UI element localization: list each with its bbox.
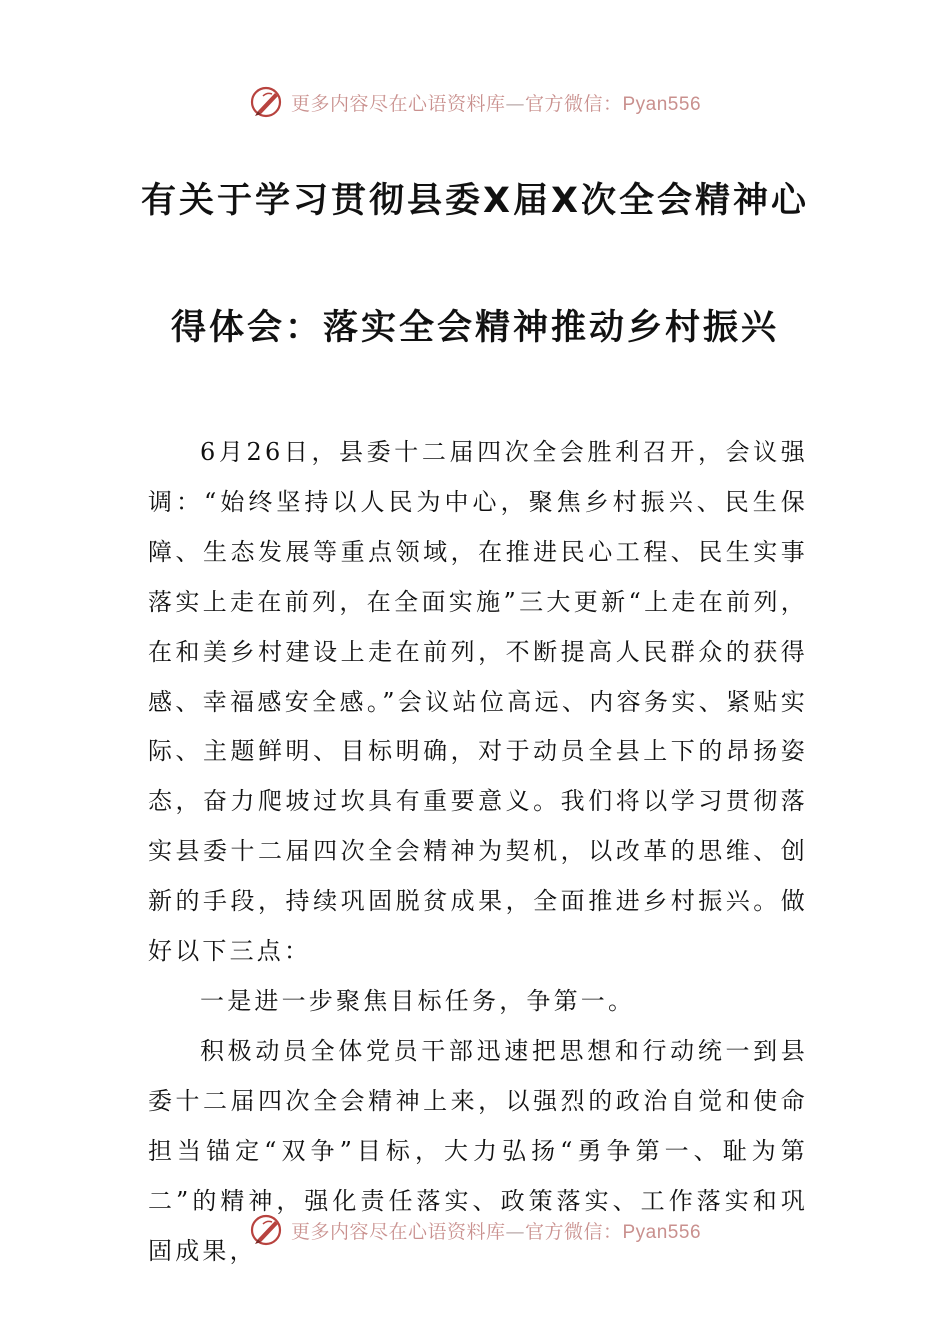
body-paragraph: 6月26日，县委十二届四次全会胜利召开，会议强调：“始终坚持以人民为中心，聚焦乡村振兴、民生保障、生态发展等重点领域，在推进民心工程、民生实事落实上走在前列，在全面实施”三大更新“上走在前列，在和美乡村建设上走在前列，不断提高人民群众的获得感、幸福感安全感。”会议站位高远、内容务实、紧贴实际、主题鲜明、目标明确，对于动员全县上下的昂扬姿态，奋力爬坡过坎具有重要意义。我们将以学习贯彻落实县委十二届四次全会精神为契机，以改革的思维、创新的手段，持续巩固脱贫成果，全面推进乡村振兴。做好以下三点： (148, 438, 808, 966)
pen-logo-icon (249, 1212, 285, 1248)
pen-logo-icon (249, 84, 285, 120)
document-title-line-1: 有关于学习贯彻县委X届X次全会精神心 (141, 181, 809, 221)
body-paragraph: 积极动员全体党员干部迅速把思想和行动统一到县委十二届四次全会精神上来，以强烈的政治自觉和使命担当锚定“双争”目标，大力弘扬“勇争第一、耻为第二”的精神，强化责任落实、政策落实、工作落实和巩固成果， (148, 1036, 808, 1265)
header-watermark (0, 80, 950, 124)
footer-watermark (0, 1208, 950, 1252)
watermark-text: 更多内容尽在心语资料库—官方微信：Pyan556 (290, 1220, 702, 1243)
document-title-line-2: 得体会：落实全会精神推动乡村振兴 (170, 308, 779, 348)
body-paragraph: 一是进一步聚焦目标任务，争第一。 (200, 986, 636, 1015)
document-body (148, 428, 808, 1276)
watermark-text: 更多内容尽在心语资料库—官方微信：Pyan556 (290, 92, 702, 115)
